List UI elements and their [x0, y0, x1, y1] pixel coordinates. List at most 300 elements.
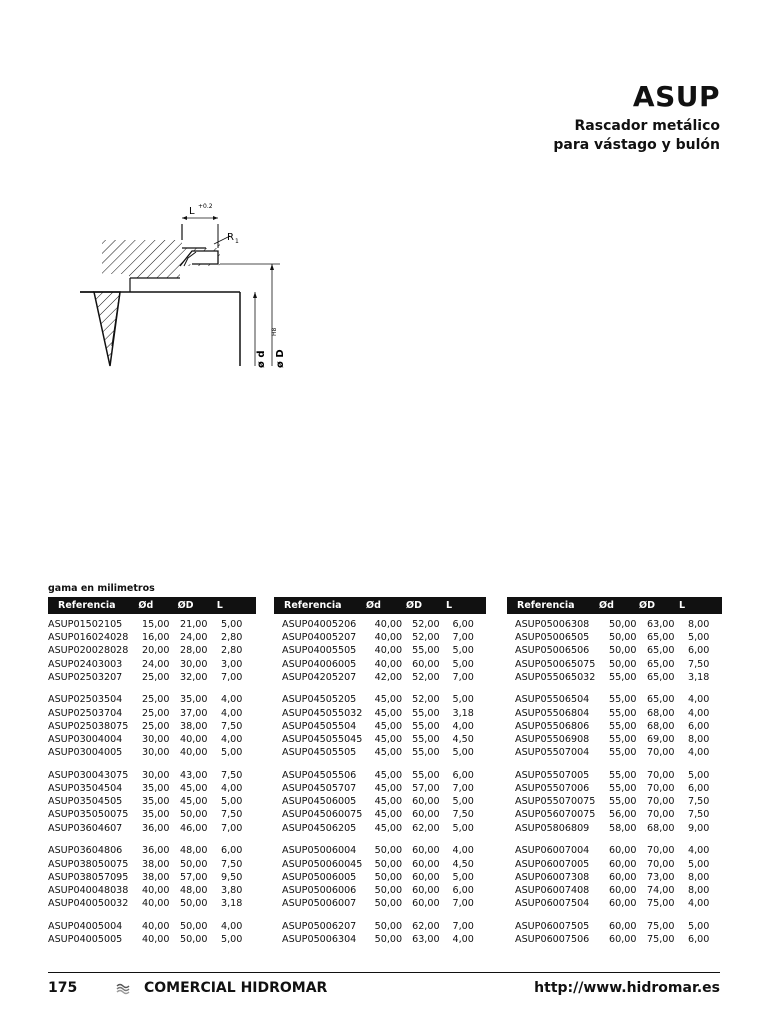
cell-length: 5,00	[452, 871, 474, 883]
cell-outer-diameter: 28,00	[180, 645, 208, 657]
column-header-inner-diameter: Ød	[138, 600, 154, 611]
cell-outer-diameter: 73,00	[647, 871, 675, 883]
cell-referencia: ASUP016024028	[48, 632, 129, 644]
cell-inner-diameter: 42,00	[374, 671, 403, 683]
cell-length: 6,00	[688, 720, 710, 732]
cell-inner-diameter: 60,00	[609, 884, 637, 896]
cell-inner-diameter: 35,00	[142, 796, 170, 808]
cell-referencia: ASUP050065075	[515, 658, 596, 670]
dimension-label-d: ø d	[256, 350, 267, 368]
hidromar-logo-icon	[116, 983, 130, 995]
cell-length: 4,00	[452, 720, 474, 732]
cell-referencia: ASUP03604607	[48, 822, 123, 834]
table-row	[515, 746, 722, 759]
table-row	[282, 884, 486, 897]
column-header-outer-diameter: ØD	[177, 600, 194, 611]
cell-length: 5,00	[688, 632, 710, 644]
cell-outer-diameter: 68,00	[647, 822, 675, 834]
cell-referencia: ASUP04505504	[282, 720, 357, 732]
cell-referencia: ASUP035050075	[48, 809, 129, 821]
cell-length: 5,00	[221, 619, 243, 630]
cell-referencia: ASUP02503207	[48, 671, 123, 683]
table-body	[48, 614, 256, 946]
table-row	[282, 933, 486, 946]
column-header-length: L	[216, 600, 223, 611]
table-row	[282, 858, 486, 871]
cell-outer-diameter: 68,00	[647, 707, 675, 719]
cell-referencia: ASUP04505506	[282, 769, 357, 781]
dimension-label-big-d: ø D	[275, 349, 286, 368]
row-group	[282, 920, 486, 946]
cell-inner-diameter: 38,00	[142, 858, 170, 870]
table-row	[48, 631, 256, 644]
cell-referencia: ASUP04005004	[48, 920, 123, 932]
cell-length: 7,50	[221, 769, 243, 781]
cell-referencia: ASUP06007004	[515, 845, 590, 857]
cell-outer-diameter: 43,00	[180, 769, 208, 781]
cell-length: 3,18	[221, 898, 243, 910]
cell-inner-diameter: 60,00	[609, 898, 637, 910]
cell-inner-diameter: 30,00	[142, 734, 170, 745]
cell-length: 5,00	[452, 658, 474, 670]
cell-outer-diameter: 55,00	[412, 645, 440, 657]
cell-inner-diameter: 50,00	[609, 632, 637, 644]
cell-referencia: ASUP05006005	[282, 871, 357, 883]
table-body	[507, 614, 722, 946]
cell-outer-diameter: 70,00	[647, 769, 675, 781]
cell-referencia: ASUP05006007	[282, 898, 357, 910]
cell-inner-diameter: 25,00	[142, 720, 170, 732]
cell-outer-diameter: 50,00	[180, 933, 208, 945]
cell-length: 3,80	[221, 884, 243, 896]
cell-outer-diameter: 50,00	[180, 920, 208, 932]
product-table-1	[48, 597, 256, 956]
cell-length: 8,00	[688, 884, 710, 896]
cell-length: 7,00	[452, 632, 474, 644]
cell-length: 5,00	[688, 769, 710, 781]
cell-inner-diameter: 50,00	[374, 884, 403, 896]
column-header-length: L	[446, 600, 453, 611]
table-row	[515, 871, 722, 884]
table-row	[515, 733, 722, 746]
row-group	[48, 693, 256, 759]
cell-inner-diameter: 40,00	[142, 898, 170, 910]
row-group	[515, 618, 722, 684]
table-row	[515, 658, 722, 671]
cell-referencia: ASUP02403003	[48, 658, 123, 670]
table-row	[515, 782, 722, 795]
dimension-label-r-sub: 1	[235, 238, 239, 245]
cell-outer-diameter: 38,00	[180, 720, 208, 732]
table-row	[515, 720, 722, 733]
cell-referencia: ASUP030043075	[48, 769, 129, 781]
dimension-label-l: L	[189, 206, 195, 217]
table-row	[282, 644, 486, 657]
product-table-3	[507, 597, 722, 956]
cell-length: 6,00	[221, 845, 243, 857]
cell-referencia: ASUP05006505	[515, 632, 590, 644]
cell-referencia: ASUP05507005	[515, 769, 590, 781]
cell-outer-diameter: 65,00	[647, 645, 675, 657]
table-row	[48, 746, 256, 759]
cell-outer-diameter: 35,00	[180, 694, 208, 706]
cell-length: 8,00	[688, 734, 710, 745]
cell-inner-diameter: 55,00	[609, 747, 637, 759]
table-row	[282, 671, 486, 684]
cell-referencia: ASUP05006308	[515, 619, 590, 630]
cell-referencia: ASUP04505505	[282, 747, 357, 759]
cell-outer-diameter: 52,00	[412, 671, 440, 683]
page-title: ASUP	[632, 80, 720, 113]
table-row	[515, 920, 722, 933]
cell-outer-diameter: 74,00	[647, 884, 675, 896]
row-group	[515, 844, 722, 910]
table-row	[515, 844, 722, 857]
cell-outer-diameter: 45,00	[180, 796, 208, 808]
cell-referencia: ASUP04505205	[282, 694, 357, 706]
cell-length: 7,50	[221, 809, 243, 821]
website-link[interactable]: http://www.hidromar.es	[534, 980, 720, 996]
table-row	[515, 618, 722, 631]
cell-referencia: ASUP01502105	[48, 619, 123, 630]
table-row	[282, 746, 486, 759]
dimension-label-l-tolerance: +0.2	[198, 203, 213, 210]
cell-length: 4,00	[221, 707, 243, 719]
cell-length: 9,00	[688, 822, 710, 834]
cell-inner-diameter: 55,00	[609, 694, 637, 706]
table-row	[515, 769, 722, 782]
cell-outer-diameter: 60,00	[412, 658, 440, 670]
table-row	[515, 693, 722, 706]
cell-outer-diameter: 46,00	[180, 822, 208, 834]
cell-outer-diameter: 52,00	[412, 632, 440, 644]
row-group	[282, 844, 486, 910]
table-row	[282, 733, 486, 746]
cell-inner-diameter: 60,00	[609, 871, 637, 883]
cell-length: 8,00	[688, 619, 710, 630]
cell-inner-diameter: 36,00	[142, 822, 170, 834]
cell-inner-diameter: 45,00	[374, 769, 403, 781]
row-group	[282, 769, 486, 835]
cell-length: 4,00	[221, 734, 243, 745]
cell-referencia: ASUP05006207	[282, 920, 357, 932]
cell-inner-diameter: 35,00	[142, 809, 170, 821]
table-row	[282, 618, 486, 631]
cell-referencia: ASUP05506804	[515, 707, 590, 719]
table-row	[48, 871, 256, 884]
cell-inner-diameter: 45,00	[374, 809, 403, 821]
seal-cross-section-diagram	[80, 196, 300, 376]
row-group	[515, 693, 722, 759]
table-row	[282, 631, 486, 644]
cell-outer-diameter: 40,00	[180, 734, 208, 745]
cell-outer-diameter: 70,00	[647, 783, 675, 795]
table-row	[48, 822, 256, 835]
cell-outer-diameter: 70,00	[647, 858, 675, 870]
cell-inner-diameter: 40,00	[142, 884, 170, 896]
cell-length: 7,50	[221, 720, 243, 732]
cell-outer-diameter: 75,00	[647, 933, 675, 945]
cell-inner-diameter: 56,00	[609, 809, 637, 821]
cell-outer-diameter: 50,00	[180, 809, 208, 821]
table-row	[282, 693, 486, 706]
cell-referencia: ASUP04006005	[282, 658, 357, 670]
table-row	[48, 693, 256, 706]
cell-referencia: ASUP050060045	[282, 858, 363, 870]
table-row	[515, 671, 722, 684]
cell-outer-diameter: 21,00	[180, 619, 208, 630]
cell-referencia: ASUP03004004	[48, 734, 123, 745]
table-row	[515, 795, 722, 808]
cell-inner-diameter: 50,00	[374, 845, 403, 857]
cell-outer-diameter: 62,00	[412, 822, 440, 834]
table-row	[282, 871, 486, 884]
cell-outer-diameter: 65,00	[647, 632, 675, 644]
cell-referencia: ASUP038050075	[48, 858, 129, 870]
cell-outer-diameter: 52,00	[412, 694, 440, 706]
cell-outer-diameter: 48,00	[180, 884, 208, 896]
cell-inner-diameter: 55,00	[609, 769, 637, 781]
table-row	[282, 707, 486, 720]
cell-referencia: ASUP04005505	[282, 645, 357, 657]
cell-referencia: ASUP040050032	[48, 898, 129, 910]
cell-inner-diameter: 40,00	[374, 632, 403, 644]
table-row	[48, 671, 256, 684]
row-group	[515, 920, 722, 946]
cell-inner-diameter: 16,00	[142, 632, 170, 644]
cell-outer-diameter: 70,00	[647, 747, 675, 759]
column-header-referencia: Referencia	[517, 600, 575, 611]
cell-inner-diameter: 58,00	[609, 822, 637, 834]
cell-referencia: ASUP03004005	[48, 747, 123, 759]
footer-divider	[48, 972, 720, 973]
cell-referencia: ASUP05006304	[282, 933, 357, 945]
cell-outer-diameter: 52,00	[412, 619, 440, 630]
cell-inner-diameter: 40,00	[142, 920, 170, 932]
cell-inner-diameter: 35,00	[142, 783, 170, 795]
cell-referencia: ASUP025038075	[48, 720, 129, 732]
cell-inner-diameter: 50,00	[374, 871, 403, 883]
cell-referencia: ASUP04005207	[282, 632, 357, 644]
table-header	[48, 597, 256, 614]
cell-referencia: ASUP056070075	[515, 809, 596, 821]
cell-length: 4,50	[452, 734, 474, 745]
cell-outer-diameter: 48,00	[180, 845, 208, 857]
cell-inner-diameter: 45,00	[374, 694, 403, 706]
column-header-referencia: Referencia	[58, 600, 116, 611]
cell-referencia: ASUP045055045	[282, 734, 363, 745]
cell-length: 7,50	[452, 809, 474, 821]
cell-referencia: ASUP06007308	[515, 871, 590, 883]
cell-outer-diameter: 60,00	[412, 809, 440, 821]
cell-inner-diameter: 40,00	[374, 645, 403, 657]
cell-length: 7,00	[452, 783, 474, 795]
cell-outer-diameter: 55,00	[412, 747, 440, 759]
table-row	[515, 858, 722, 871]
cell-outer-diameter: 69,00	[647, 734, 675, 745]
table-row	[282, 782, 486, 795]
cell-length: 7,50	[221, 858, 243, 870]
cell-length: 2,80	[221, 645, 243, 657]
table-row	[48, 618, 256, 631]
cell-outer-diameter: 60,00	[412, 898, 440, 910]
cell-outer-diameter: 57,00	[180, 871, 208, 883]
cell-length: 3,18	[452, 707, 474, 719]
cell-referencia: ASUP06007506	[515, 933, 590, 945]
table-row	[48, 644, 256, 657]
cell-outer-diameter: 62,00	[412, 920, 440, 932]
cell-referencia: ASUP06007408	[515, 884, 590, 896]
cell-inner-diameter: 50,00	[609, 619, 637, 630]
cell-outer-diameter: 70,00	[647, 796, 675, 808]
cell-length: 7,00	[221, 822, 243, 834]
cell-inner-diameter: 55,00	[609, 671, 637, 683]
cell-outer-diameter: 63,00	[412, 933, 440, 945]
cell-inner-diameter: 45,00	[374, 707, 403, 719]
cell-inner-diameter: 55,00	[609, 720, 637, 732]
cell-outer-diameter: 70,00	[647, 809, 675, 821]
cell-referencia: ASUP045055032	[282, 707, 363, 719]
cell-outer-diameter: 55,00	[412, 769, 440, 781]
table-row	[515, 822, 722, 835]
column-header-inner-diameter: Ød	[366, 600, 381, 611]
cell-referencia: ASUP05006004	[282, 845, 357, 857]
cell-inner-diameter: 30,00	[142, 747, 170, 759]
cell-outer-diameter: 55,00	[412, 720, 440, 732]
table-row	[48, 884, 256, 897]
cell-referencia: ASUP038057095	[48, 871, 129, 883]
cell-length: 4,00	[688, 707, 710, 719]
cell-length: 7,00	[452, 898, 474, 910]
cell-referencia: ASUP055065032	[515, 671, 596, 683]
cell-length: 4,00	[688, 845, 710, 857]
row-group	[515, 769, 722, 835]
cell-outer-diameter: 60,00	[412, 871, 440, 883]
cell-length: 5,00	[221, 747, 243, 759]
cell-referencia: ASUP05507004	[515, 747, 590, 759]
cell-inner-diameter: 50,00	[609, 645, 637, 657]
cell-length: 6,00	[688, 783, 710, 795]
cell-length: 5,00	[452, 747, 474, 759]
table-row	[515, 884, 722, 897]
cell-referencia: ASUP05506504	[515, 694, 590, 706]
cell-inner-diameter: 25,00	[142, 671, 170, 683]
page-number: 175	[48, 980, 78, 996]
page-subtitle-line-2: para vástago y bulón	[553, 137, 720, 153]
cell-length: 5,00	[452, 796, 474, 808]
cell-referencia: ASUP06007504	[515, 898, 590, 910]
table-row	[282, 658, 486, 671]
cell-length: 5,00	[221, 796, 243, 808]
cell-inner-diameter: 45,00	[374, 822, 403, 834]
table-row	[48, 920, 256, 933]
cell-length: 8,00	[688, 871, 710, 883]
cell-length: 7,00	[452, 671, 474, 683]
cell-outer-diameter: 24,00	[180, 632, 208, 644]
cell-length: 2,80	[221, 632, 243, 644]
cell-inner-diameter: 40,00	[142, 933, 170, 945]
cell-referencia: ASUP040048038	[48, 884, 129, 896]
cell-inner-diameter: 60,00	[609, 933, 637, 945]
company-name: COMERCIAL HIDROMAR	[144, 980, 328, 996]
cell-inner-diameter: 50,00	[609, 658, 637, 670]
row-group	[48, 769, 256, 835]
cell-outer-diameter: 50,00	[180, 898, 208, 910]
column-header-outer-diameter: ØD	[639, 600, 655, 611]
cell-inner-diameter: 50,00	[374, 898, 403, 910]
row-group	[48, 618, 256, 684]
cell-referencia: ASUP03604806	[48, 845, 123, 857]
cell-outer-diameter: 50,00	[180, 858, 208, 870]
cell-outer-diameter: 60,00	[412, 884, 440, 896]
table-row	[282, 897, 486, 910]
cell-inner-diameter: 55,00	[609, 796, 637, 808]
cell-length: 6,00	[452, 884, 474, 896]
row-group	[48, 920, 256, 946]
cell-outer-diameter: 65,00	[647, 671, 675, 683]
table-row	[282, 795, 486, 808]
cell-outer-diameter: 75,00	[647, 898, 675, 910]
column-header-inner-diameter: Ød	[599, 600, 614, 611]
table-row	[515, 707, 722, 720]
cell-length: 7,50	[688, 796, 710, 808]
column-header-referencia: Referencia	[284, 600, 342, 611]
cell-length: 7,50	[688, 809, 710, 821]
row-group	[282, 693, 486, 759]
cell-length: 4,00	[452, 933, 474, 945]
cell-inner-diameter: 40,00	[374, 658, 403, 670]
cell-length: 6,00	[452, 769, 474, 781]
cell-length: 5,00	[688, 858, 710, 870]
table-row	[48, 795, 256, 808]
column-header-outer-diameter: ØD	[406, 600, 422, 611]
cell-inner-diameter: 50,00	[374, 933, 403, 945]
cell-referencia: ASUP045060075	[282, 809, 363, 821]
table-row	[48, 808, 256, 821]
size-range-label: gama en milimetros	[48, 583, 155, 594]
cell-referencia: ASUP04205207	[282, 671, 357, 683]
cell-inner-diameter: 45,00	[374, 783, 403, 795]
cell-inner-diameter: 30,00	[142, 769, 170, 781]
cell-referencia: ASUP055070075	[515, 796, 596, 808]
cell-outer-diameter: 60,00	[412, 845, 440, 857]
cell-length: 5,00	[452, 645, 474, 657]
cell-referencia: ASUP05506806	[515, 720, 590, 732]
cell-length: 5,00	[452, 694, 474, 706]
cell-length: 3,00	[221, 658, 243, 670]
dimension-label-big-d-tolerance: H8	[271, 327, 278, 336]
cell-length: 4,00	[452, 845, 474, 857]
cell-length: 9,50	[221, 871, 243, 883]
table-header	[274, 597, 486, 614]
cell-referencia: ASUP04506205	[282, 822, 357, 834]
table-row	[48, 844, 256, 857]
cell-referencia: ASUP06007005	[515, 858, 590, 870]
table-row	[282, 808, 486, 821]
table-row	[515, 631, 722, 644]
cell-referencia: ASUP04005005	[48, 933, 123, 945]
cell-referencia: ASUP03504505	[48, 796, 123, 808]
cell-outer-diameter: 65,00	[647, 694, 675, 706]
cell-outer-diameter: 75,00	[647, 920, 675, 932]
row-group	[282, 618, 486, 684]
table-row	[48, 658, 256, 671]
cell-inner-diameter: 45,00	[374, 734, 403, 745]
table-row	[282, 720, 486, 733]
cell-length: 7,50	[688, 658, 710, 670]
cell-length: 4,00	[688, 747, 710, 759]
cell-referencia: ASUP02503704	[48, 707, 123, 719]
